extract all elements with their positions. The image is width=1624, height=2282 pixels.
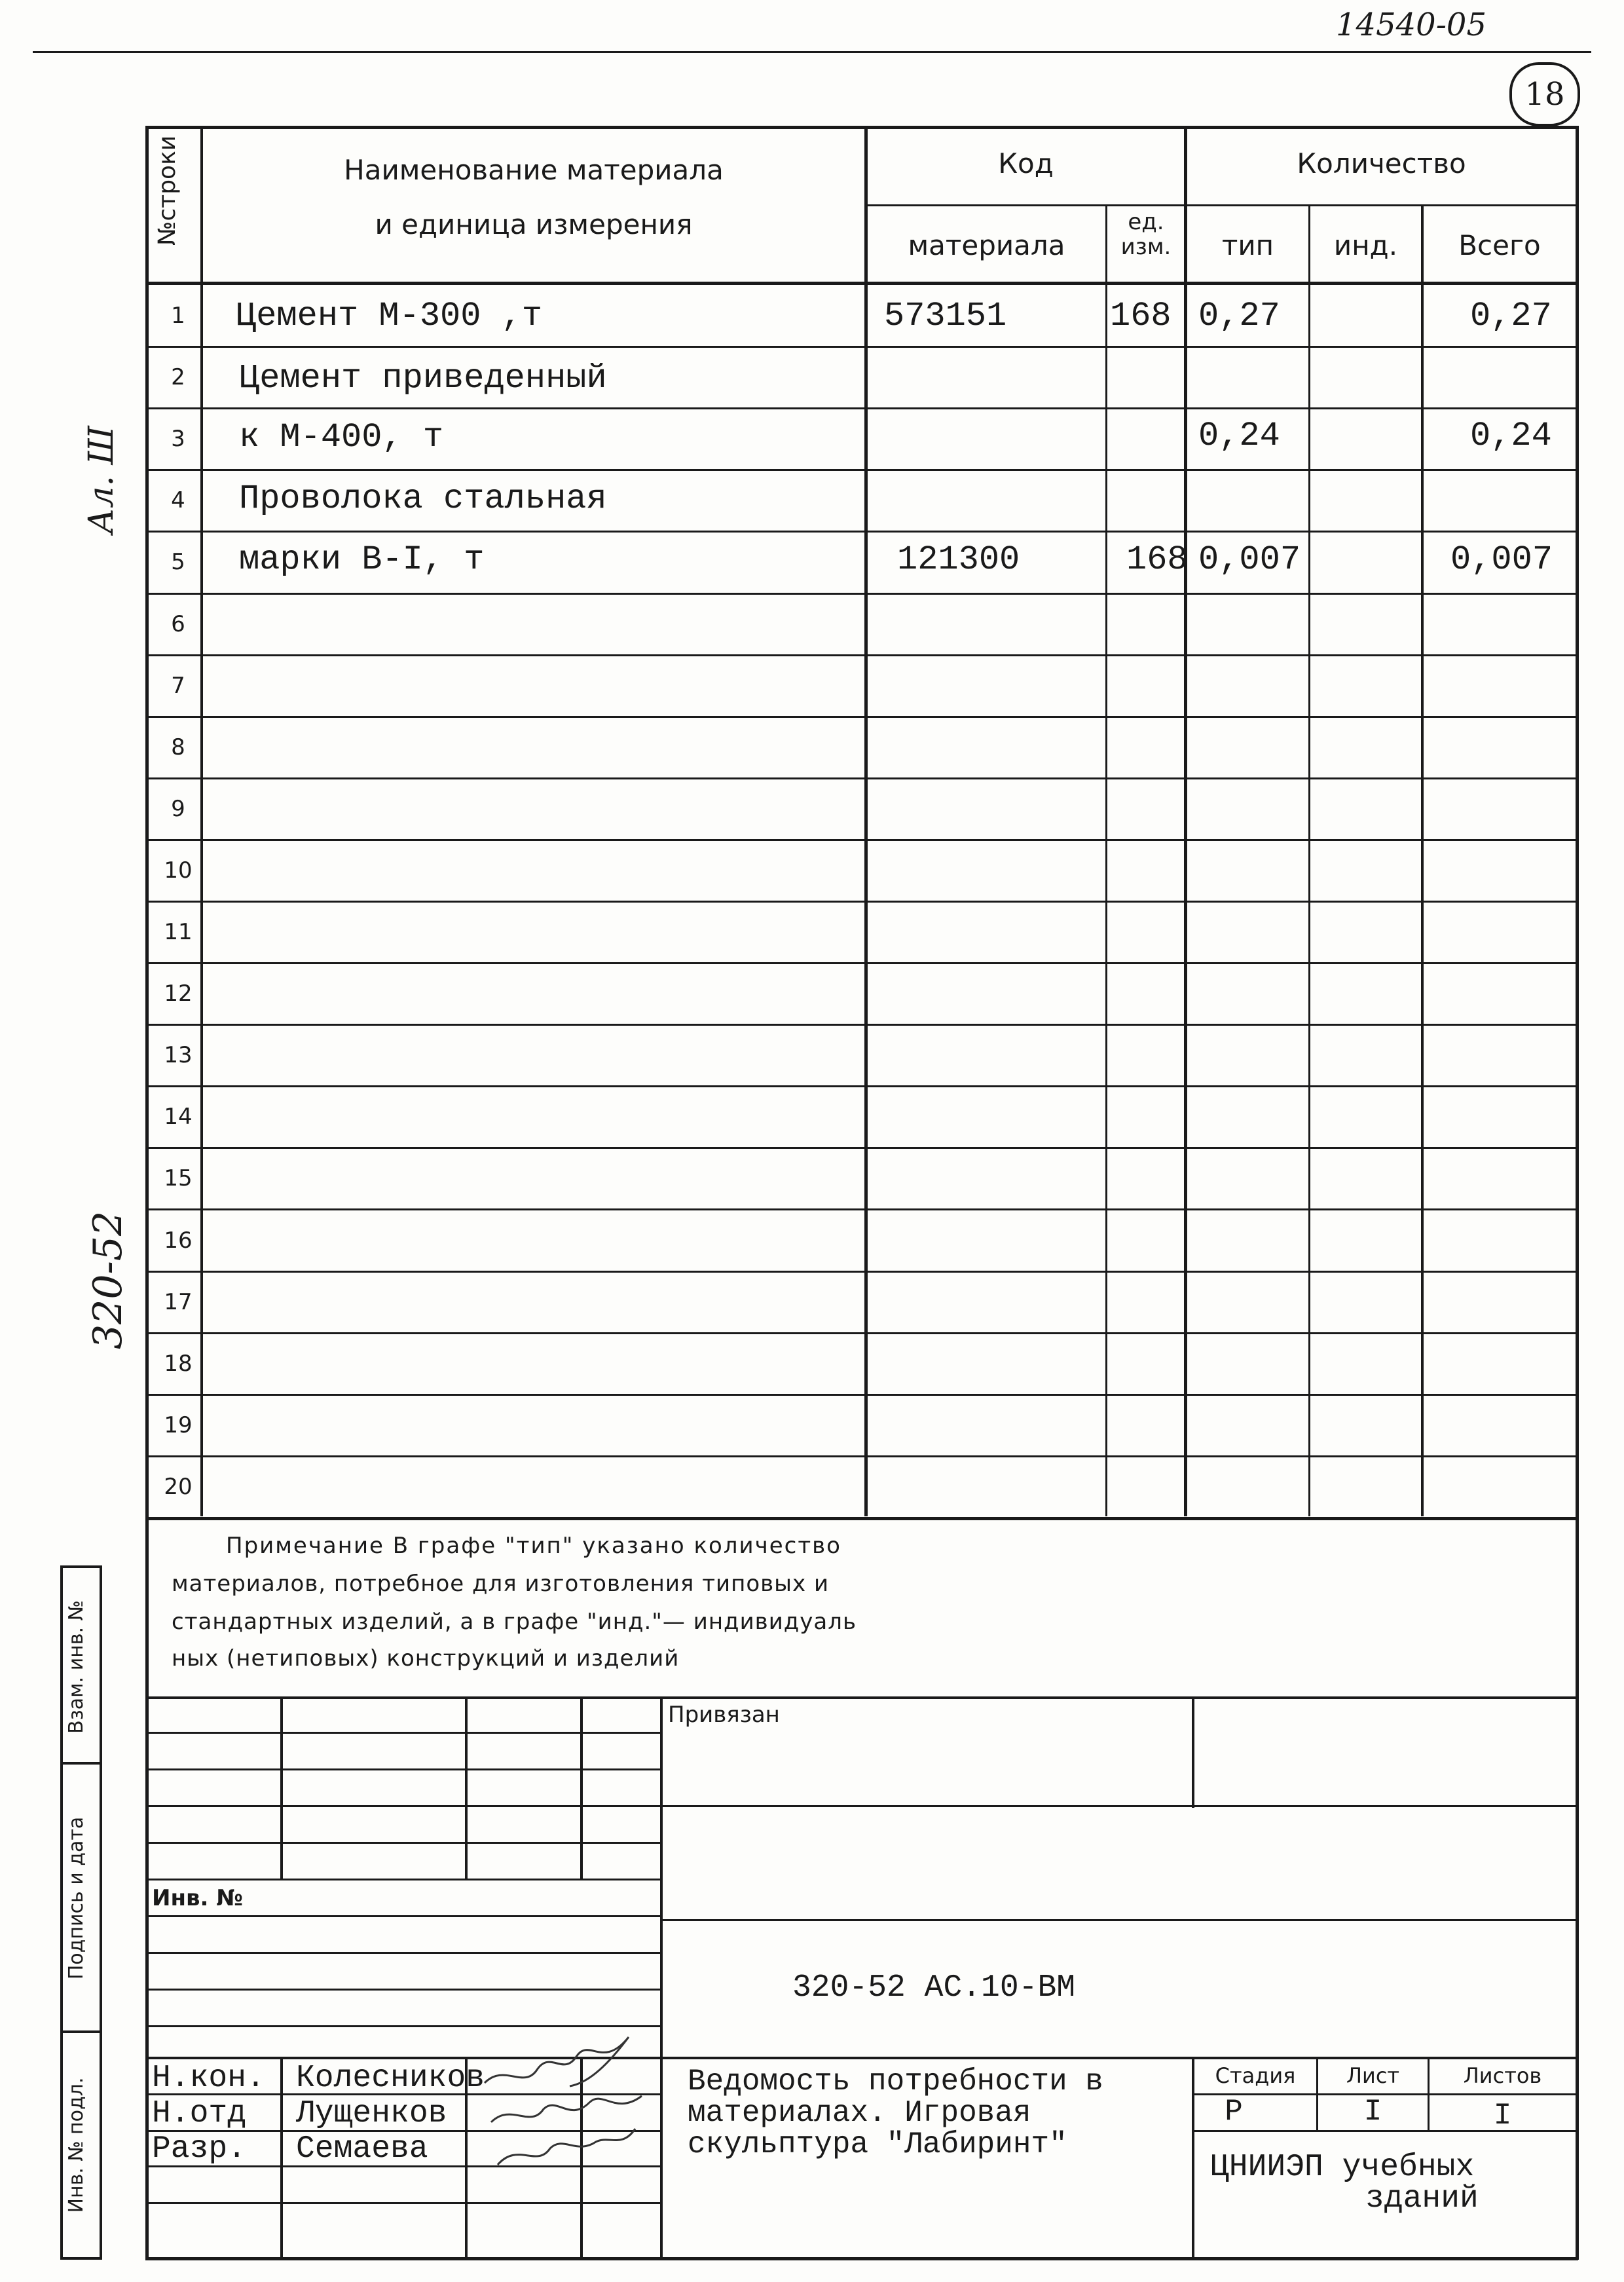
stage-value: Р: [1225, 2095, 1243, 2129]
row-separator: [145, 1517, 1578, 1520]
row-3-name: к М-400, т: [239, 418, 444, 457]
row-separator: [145, 1147, 1578, 1149]
row-number: 10: [164, 857, 193, 884]
page-number-badge: 18: [1509, 62, 1580, 126]
col-header-name-1: Наименование материала: [344, 154, 724, 186]
stamp-replace-inv: Взам. инв. №: [65, 1600, 88, 1734]
row-separator: [145, 407, 1578, 409]
row-separator: [145, 346, 1578, 348]
col-header-type: тип: [1221, 229, 1274, 261]
row-separator: [145, 777, 1578, 779]
row-separator: [145, 716, 1578, 718]
row-number: 1: [171, 303, 185, 329]
sheets-value: I: [1493, 2099, 1512, 2133]
row-1-unit: 168: [1110, 297, 1172, 335]
row-number: 12: [164, 981, 193, 1007]
row-number: 14: [164, 1104, 193, 1131]
organization-2: зданий: [1365, 2181, 1479, 2217]
row-5-total: 0,007: [1450, 540, 1553, 579]
row-number: 18: [164, 1350, 193, 1377]
organization-1: ЦНИИЭП учебных: [1210, 2150, 1475, 2185]
role-1: Н.кон.: [152, 2061, 265, 2096]
row-separator: [145, 531, 1578, 533]
row-number: 3: [171, 426, 185, 453]
row-number: 13: [164, 1042, 193, 1069]
row-number: 7: [171, 672, 185, 699]
note-line-1: Примечание В графе "тип" указано количество: [226, 1533, 841, 1559]
role-2: Н.отд: [152, 2096, 247, 2131]
row-separator: [145, 1455, 1578, 1457]
row-3-type: 0,24: [1198, 417, 1280, 455]
row-separator: [145, 469, 1578, 471]
row-1-total: 0,27: [1470, 297, 1552, 335]
note-line-4: ных (нетиповых) конструкций и изделий: [172, 1645, 680, 1672]
row-separator: [145, 1024, 1578, 1026]
row-number: 8: [171, 734, 185, 760]
linked-label: Привязан: [668, 1702, 780, 1728]
row-number: 5: [171, 549, 185, 576]
row-separator: [145, 1332, 1578, 1334]
row-4-name: Проволока стальная: [239, 479, 607, 518]
row-number: 19: [164, 1412, 193, 1438]
col-header-individual: инд.: [1333, 229, 1398, 261]
row-number: 9: [171, 795, 185, 822]
sheet-label: Лист: [1346, 2063, 1400, 2088]
signatures-image: [478, 2024, 661, 2175]
series-handwritten: 320-52: [85, 1210, 131, 1349]
row-number: 11: [164, 919, 193, 945]
album-label: Ал. Ш: [82, 426, 121, 534]
inventory-no-label: Инв. №: [152, 1885, 244, 1911]
sheet-value: I: [1363, 2095, 1382, 2129]
name-2: Лущенков: [296, 2096, 447, 2131]
row-number: 2: [171, 364, 185, 391]
archive-number: 14540-05: [1336, 7, 1486, 43]
stamp-orig-inv: Инв. № подл.: [65, 2077, 88, 2213]
col-header-total: Всего: [1458, 229, 1541, 261]
row-separator: [145, 962, 1578, 964]
name-3: Семаева: [296, 2131, 428, 2167]
note-line-3: стандартных изделий, а в графе "инд."— индивидуаль: [172, 1609, 857, 1635]
row-separator: [145, 1394, 1578, 1396]
row-separator: [145, 839, 1578, 841]
role-3: Разр.: [152, 2131, 247, 2167]
row-5-unit: 168: [1126, 540, 1188, 579]
row-number: 17: [164, 1288, 193, 1315]
stage-label: Стадия: [1215, 2063, 1296, 2088]
row-number: 16: [164, 1227, 193, 1254]
col-header-name-2: и единица измерения: [375, 208, 693, 240]
doc-title-2: материалах. Игровая: [688, 2096, 1031, 2130]
row-separator: [145, 1208, 1578, 1210]
row-1-code: 573151: [884, 297, 1007, 335]
col-header-quantity: Количество: [1297, 147, 1466, 179]
row-2-name: Цемент приведенный: [239, 359, 607, 398]
document-code: 320-52 АС.10-ВМ: [792, 1970, 1076, 2006]
doc-title-3: скульптура "Лабиринт": [688, 2127, 1067, 2161]
name-1: Колесников: [296, 2061, 485, 2096]
row-3-total: 0,24: [1470, 417, 1552, 455]
row-1-type: 0,27: [1198, 297, 1280, 335]
row-5-name: марки В-I, т: [239, 540, 485, 579]
row-5-code: 121300: [897, 540, 1020, 579]
note-line-2: материалов, потребное для изготовления типовых и: [172, 1571, 830, 1597]
row-number: 4: [171, 487, 185, 514]
stamp-sign-date: Подпись и дата: [65, 1816, 88, 1980]
row-number: 20: [164, 1473, 193, 1500]
sheets-label: Листов: [1463, 2063, 1542, 2088]
col-header-code-material: материала: [908, 229, 1065, 261]
row-number: 6: [171, 610, 185, 637]
col-header-code: Код: [998, 147, 1054, 179]
col-header-code-unit: ед. изм.: [1120, 209, 1172, 260]
row-separator: [145, 593, 1578, 595]
row-separator: [145, 901, 1578, 903]
row-separator: [145, 1085, 1578, 1087]
row-number: 15: [164, 1165, 193, 1192]
row-5-type: 0,007: [1198, 540, 1301, 579]
row-1-name: Цемент М-300 ,т: [236, 297, 543, 335]
col-header-row-no: №строки: [154, 135, 181, 246]
doc-title-1: Ведомость потребности в: [688, 2065, 1103, 2099]
row-separator: [145, 1271, 1578, 1273]
row-separator: [145, 654, 1578, 656]
